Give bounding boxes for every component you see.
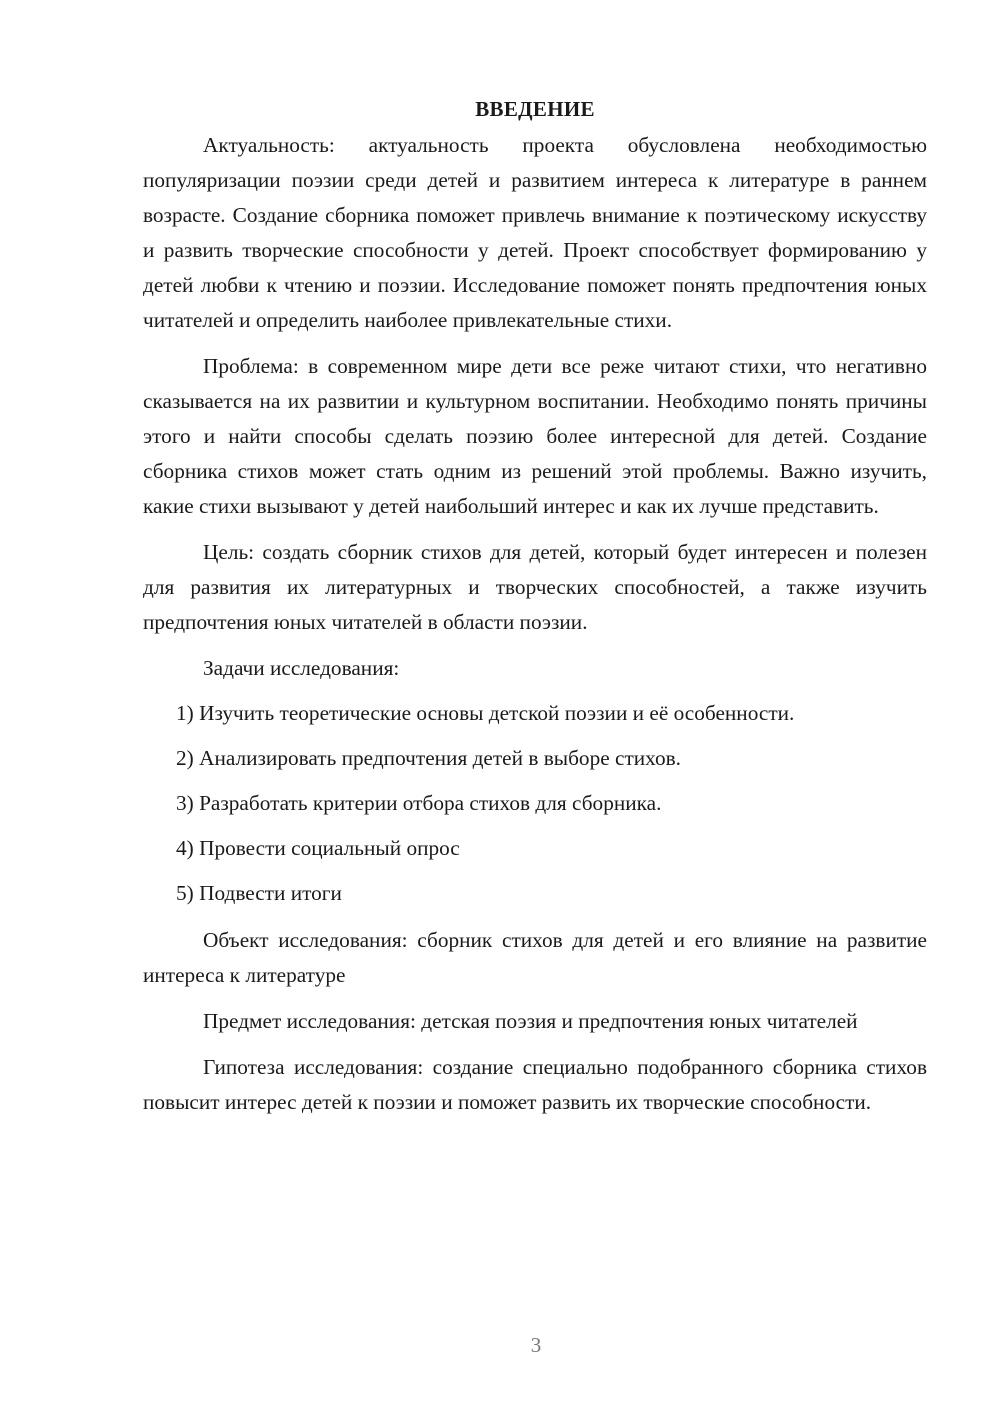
problem-paragraph: Проблема: в современном мире дети все реже читают стихи, что негативно сказывается на их развитии и культурном воспитании. Необходимо понять причины этого и найти способы сделать поэзию более интересной для детей. Создание сборника стихов может стать одним из решений этой проблемы. Важно изучить, какие стихи вызывают у детей наибольший интерес и как их лучше представить. — [143, 354, 927, 518]
document-page — [143, 92, 927, 1131]
section-heading: ВВЕДЕНИЕ — [475, 97, 595, 121]
task-item-1: 1) Изучить теоретические основы детской поэзии и её особенности. — [176, 701, 795, 725]
task-item-4: 4) Провести социальный опрос — [176, 836, 460, 860]
subject-paragraph: Предмет исследования: детская поэзия и предпочтения юных читателей — [203, 1009, 858, 1033]
goal-paragraph: Цель: создать сборник стихов для детей, который будет интересен и полезен для развития их литературных и творческих способностей, а также изучить предпочтения юных читателей в области поэзии. — [143, 540, 927, 634]
page-number: 3 — [530, 1333, 542, 1357]
task-item-2: 2) Анализировать предпочтения детей в выборе стихов. — [176, 746, 682, 770]
task-item-3: 3) Разработать критерии отбора стихов для сборника. — [176, 791, 662, 815]
object-paragraph: Объект исследования: сборник стихов для детей и его влияние на развитие интереса к литературе — [143, 928, 927, 987]
hypothesis-paragraph: Гипотеза исследования: создание специально подобранного сборника стихов повысит интерес детей к поэзии и поможет развить их творческие способности. — [143, 1055, 927, 1114]
relevance-paragraph: Актуальность: актуальность проекта обусловлена необходимостью популяризации поэзии среди детей и развитием интереса к литературе в раннем возрасте. Создание сборника поможет привлечь внимание к поэтическому искусству и развить творческие способности у детей. Проект способствует формированию у детей любви к чтению и поэзии. Исследование поможет понять предпочтения юных читателей и определить наиболее привлекательные стихи. — [143, 133, 927, 332]
task-item-5: 5) Подвести итоги — [176, 881, 342, 905]
tasks-title: Задачи исследования: — [203, 656, 400, 680]
